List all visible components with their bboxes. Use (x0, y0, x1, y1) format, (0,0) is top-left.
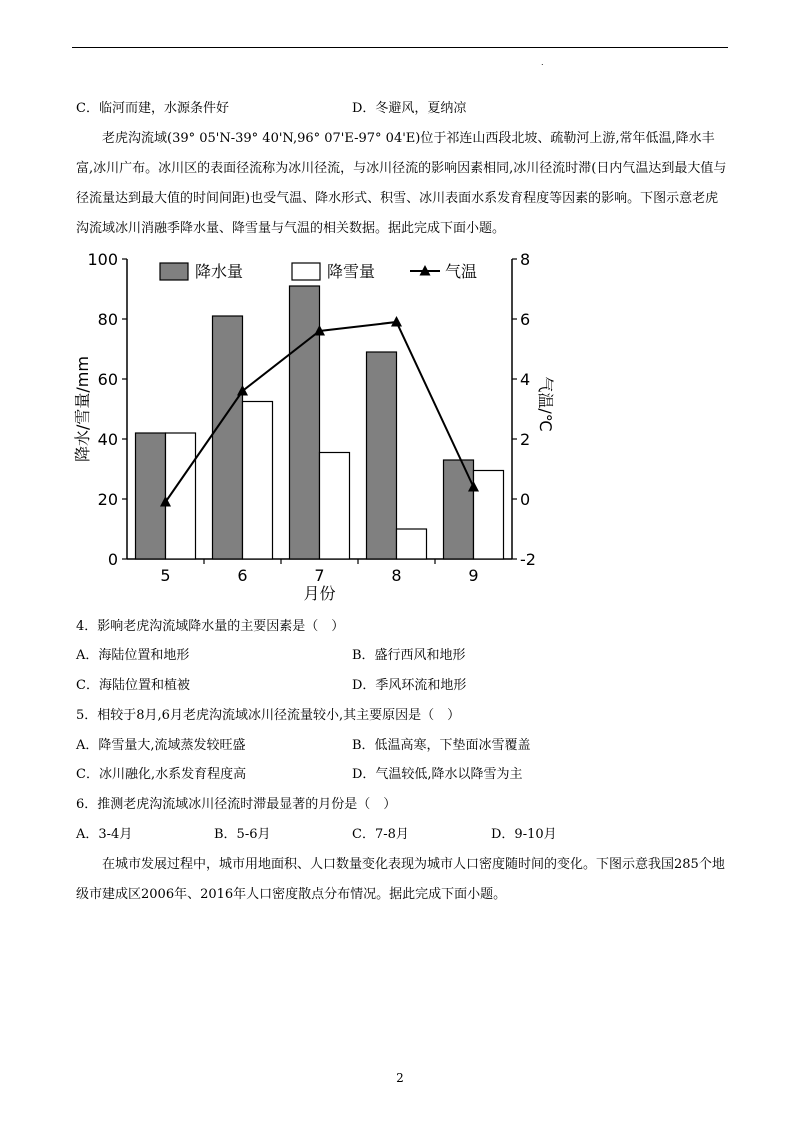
temperature-point (391, 316, 402, 327)
bar-precipitation (290, 286, 320, 559)
q5-option-c[interactable]: C．冰川融化,水系发育程度高 (76, 767, 247, 782)
x-tick-label: 6 (237, 566, 248, 585)
q4-stem: 4．影响老虎沟流域降水量的主要因素是（ ） (76, 619, 345, 634)
q4-option-c[interactable]: C．海陆位置和植被 (76, 678, 190, 693)
x-tick-label: 8 (391, 566, 402, 585)
bar-precipitation (136, 433, 166, 559)
climate-chart (64, 244, 555, 604)
left-tick-label: 0 (107, 550, 118, 569)
header-rule (72, 47, 728, 48)
q6-option-b[interactable]: B．5-6月 (214, 827, 271, 842)
x-tick-label: 5 (160, 566, 171, 585)
page-number: 2 (396, 1071, 404, 1085)
passage-1-text: 老虎沟流域(39° 05'N-39° 40'N,96° 07'E-97° 04'E)位于祁连山西段北坡、疏勒河上游,常年低温,降水丰富,冰川广布。冰川区的表面径流称为冰川径流，与冰川径流的影响因素相同,冰川径流时滞(日内气温达到最大值与径流量达到最大值的时间间距)也受气温、降水形式、积雪、冰川表面水系发育程度等因素的影响。下图示意老虎沟流域冰川消融季降水量、降雪量与气温的相关数据。据此完成下面小题。 (76, 131, 727, 236)
q4-option-d[interactable]: D．季风环流和地形 (352, 678, 467, 693)
bar-snowfall (397, 529, 427, 559)
bar-precipitation (444, 460, 474, 559)
q6-option-c[interactable]: C．7-8月 (352, 827, 409, 842)
x-tick-label: 7 (314, 566, 325, 585)
q5-stem: 5．相较于8月,6月老虎沟流域冰川径流量较小,其主要原因是（ ） (76, 708, 461, 723)
legend-snowfall-label: 降雪量 (327, 262, 376, 281)
left-tick-label: 80 (97, 310, 118, 329)
right-tick-label: 2 (520, 430, 531, 449)
bar-snowfall (474, 471, 504, 560)
legend-temperature-label: 气温 (445, 262, 478, 281)
q6-stem: 6．推测老虎沟流域冰川径流时滞最显著的月份是（ ） (76, 797, 397, 812)
header-mark: . (541, 58, 544, 67)
passage-2-text: 在城市发展过程中，城市用地面积、人口数量变化表现为城市人口密度随时间的变化。下图示意我国285个地级市建成区2006年、2016年人口密度散点分布情况。据此完成下面小题。 (76, 857, 725, 902)
y-axis-label-right: 气温/℃ (536, 376, 555, 432)
q5-option-a[interactable]: A．降雪量大,流域蒸发较旺盛 (76, 738, 246, 753)
q5-option-b[interactable]: B．低温高寒，下垫面冰雪覆盖 (352, 738, 531, 753)
legend-snowfall-swatch (292, 263, 320, 280)
option-c-prev: C．临河而建，水源条件好 (76, 101, 229, 116)
x-tick-label: 9 (468, 566, 479, 585)
left-tick-label: 100 (87, 250, 118, 269)
passage-1 (76, 124, 728, 244)
right-tick-label: -2 (520, 550, 536, 569)
right-tick-label: 8 (520, 250, 531, 269)
q4-option-a[interactable]: A．海陆位置和地形 (76, 648, 190, 663)
right-tick-label: 6 (520, 310, 531, 329)
bar-precipitation (213, 316, 243, 559)
q4-option-b[interactable]: B．盛行西风和地形 (352, 648, 466, 663)
q6-option-d[interactable]: D．9-10月 (491, 827, 557, 842)
left-tick-label: 60 (97, 370, 118, 389)
y-axis-label-left: 降水/雪量/mm (73, 356, 92, 462)
passage-2 (76, 850, 728, 910)
q5-option-d[interactable]: D．气温较低,降水以降雪为主 (352, 767, 523, 782)
q6-option-a[interactable]: A．3-4月 (76, 827, 133, 842)
right-tick-label: 4 (520, 370, 531, 389)
legend-precipitation-label: 降水量 (195, 262, 244, 281)
bar-precipitation (367, 352, 397, 559)
left-tick-label: 20 (97, 490, 118, 509)
legend-precipitation-swatch (160, 263, 188, 280)
bar-snowfall (243, 402, 273, 560)
x-axis-label: 月份 (303, 584, 336, 603)
bar-snowfall (320, 453, 350, 560)
option-d-prev: D．冬避风，夏纳凉 (352, 101, 467, 116)
left-tick-label: 40 (97, 430, 118, 449)
right-tick-label: 0 (520, 490, 531, 509)
